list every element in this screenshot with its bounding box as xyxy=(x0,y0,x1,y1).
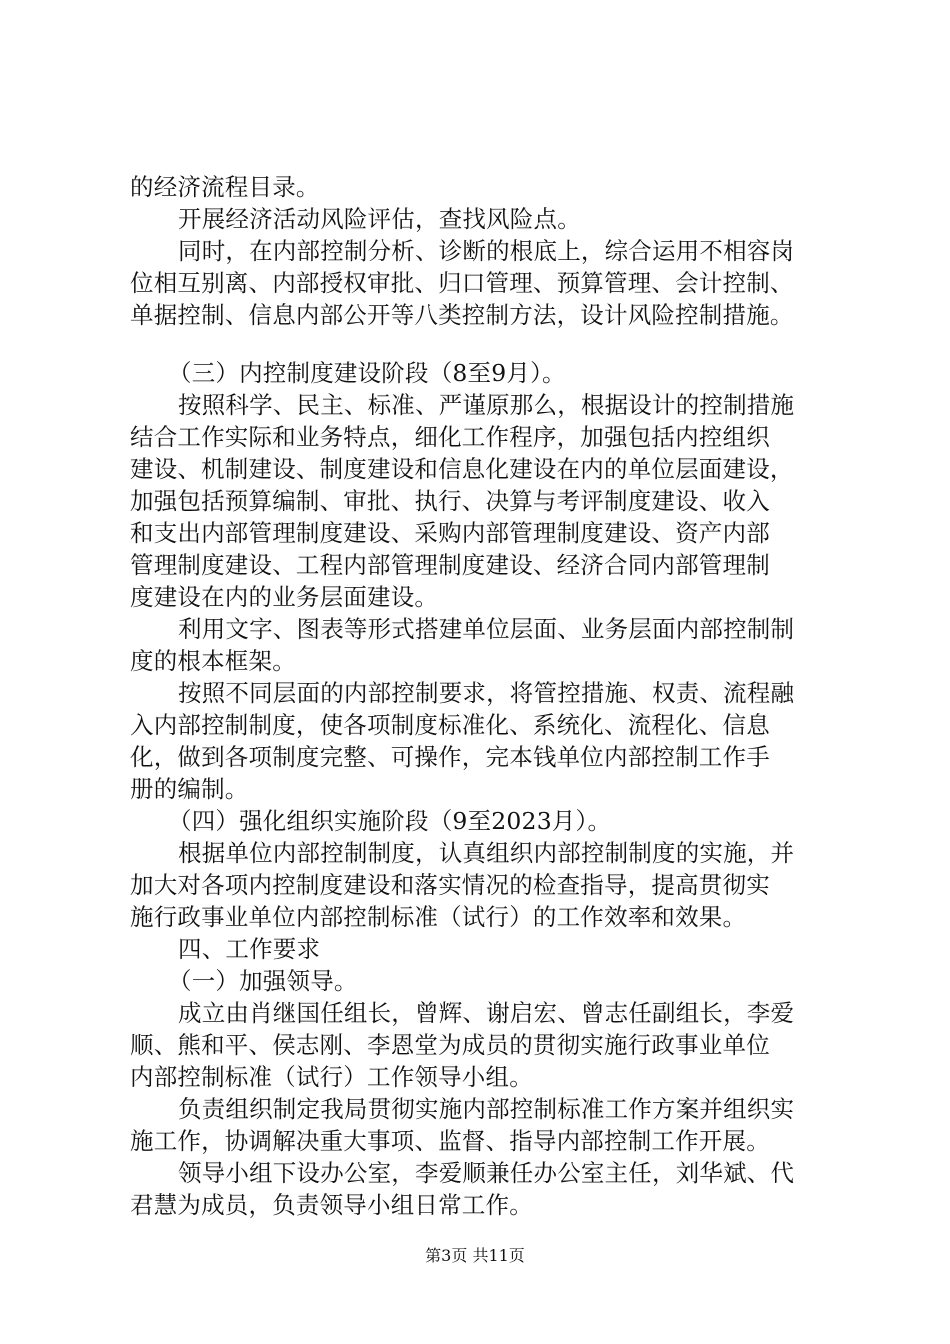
section-heading: （三）内控制度建设阶段（8至9月）。 xyxy=(168,359,566,387)
text-line: 册的编制。 xyxy=(130,775,249,803)
page-number-footer: 第3页 共11页 xyxy=(425,1246,525,1265)
section-heading: （一）加强领导。 xyxy=(168,967,358,995)
text-line: 根据单位内部控制制度，认真组织内部控制制度的实施，并 xyxy=(178,839,795,867)
text-line: 单据控制、信息内部公开等八类控制方法，设计风险控制措施。 xyxy=(130,301,794,329)
section-heading: （四）强化组织实施阶段（9至2023月）。 xyxy=(168,807,612,835)
text-line: 施工作，协调解决重大事项、监督、指导内部控制工作开展。 xyxy=(130,1127,770,1155)
text-line: 成立由肖继国任组长，曾辉、谢启宏、曾志任副组长，李爱 xyxy=(178,999,795,1027)
text-line: 的经济流程目录。 xyxy=(130,173,320,201)
text-line: 度的根本框架。 xyxy=(130,647,296,675)
text-line: 和支出内部管理制度建设、采购内部管理制度建设、资产内部 xyxy=(130,519,770,547)
text-line: 加大对各项内控制度建设和落实情况的检查指导，提高贯彻实 xyxy=(130,871,770,899)
text-line: 负责组织制定我局贯彻实施内部控制标准工作方案并组织实 xyxy=(178,1095,795,1123)
text-line: 入内部控制制度，使各项制度标准化、系统化、流程化、信息 xyxy=(130,711,770,739)
text-line: 领导小组下设办公室，李爱顺兼任办公室主任，刘华斌、代 xyxy=(178,1159,795,1187)
text-line: 位相互别离、内部授权审批、归口管理、预算管理、会计控制、 xyxy=(130,269,794,297)
text-line: 度建设在内的业务层面建设。 xyxy=(130,583,439,611)
section-heading: 四、工作要求 xyxy=(178,935,321,963)
text-line: 加强包括预算编制、审批、执行、决算与考评制度建设、收入 xyxy=(130,487,770,515)
text-line: 施行政事业单位内部控制标准（试行）的工作效率和效果。 xyxy=(130,903,747,931)
text-line: 君慧为成员，负责领导小组日常工作。 xyxy=(130,1191,533,1219)
text-line: 开展经济活动风险评估，查找风险点。 xyxy=(178,205,581,233)
text-line: 按照科学、民主、标准、严谨原那么，根据设计的控制措施 xyxy=(178,391,795,419)
text-line: 内部控制标准（试行）工作领导小组。 xyxy=(130,1063,533,1091)
text-line: 按照不同层面的内部控制要求，将管控措施、权责、流程融 xyxy=(178,679,795,707)
text-line: 结合工作实际和业务特点，细化工作程序，加强包括内控组织 xyxy=(130,423,770,451)
text-line: 建设、机制建设、制度建设和信息化建设在内的单位层面建设， xyxy=(130,455,794,483)
text-line: 管理制度建设、工程内部管理制度建设、经济合同内部管理制 xyxy=(130,551,770,579)
text-line: 顺、熊和平、侯志刚、李恩堂为成员的贯彻实施行政事业单位 xyxy=(130,1031,770,1059)
text-line: 同时，在内部控制分析、诊断的根底上，综合运用不相容岗 xyxy=(178,237,795,265)
text-line: 化，做到各项制度完整、可操作，完本钱单位内部控制工作手 xyxy=(130,743,770,771)
text-line: 利用文字、图表等形式搭建单位层面、业务层面内部控制制 xyxy=(178,615,795,643)
